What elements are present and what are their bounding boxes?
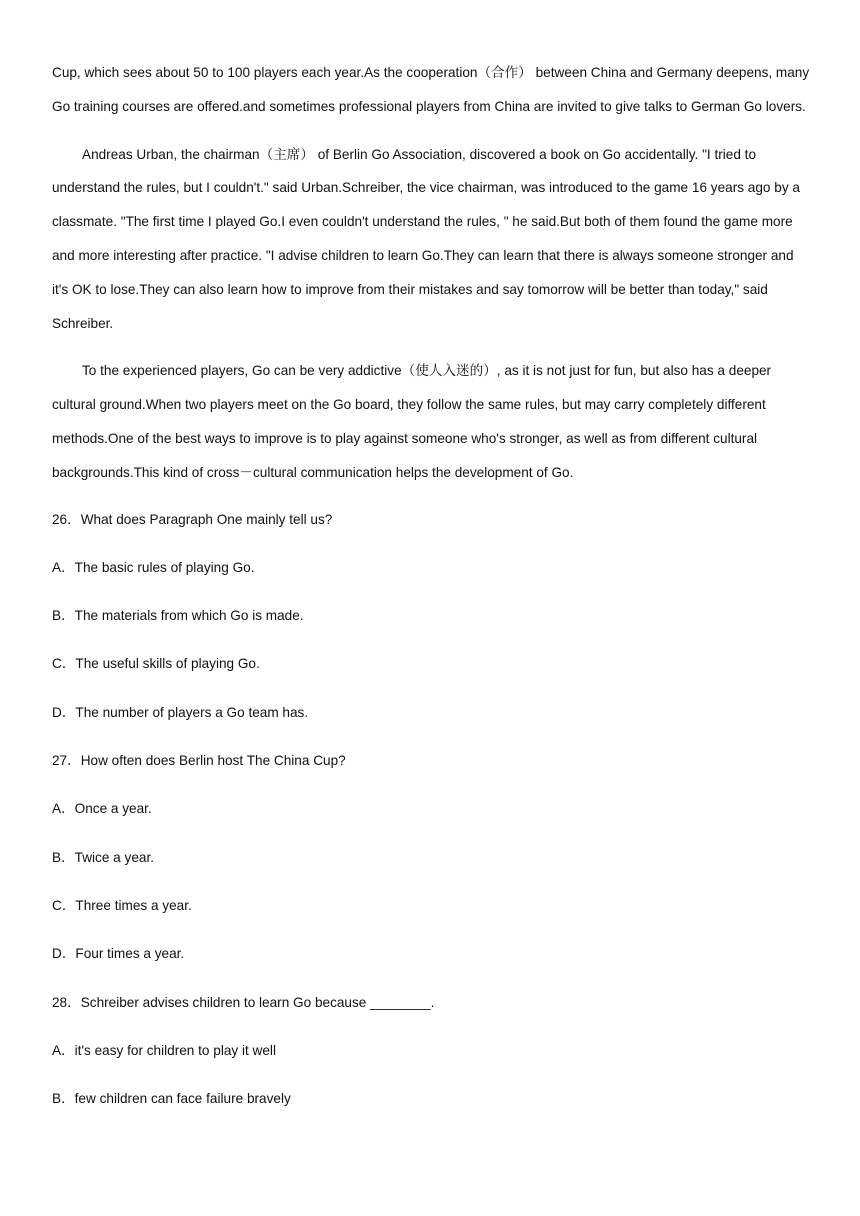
- passage-paragraph-urban: Andreas Urban, the chairman（主席） of Berlin Go Association, discovered a book on Go accidentally. "I tried to understand the rules, but I couldn't." said Urban.Schreiber, the vice chairman, was introduced to the game 16 years ago by a classmate. "The first time I played Go.I even couldn't understand the rules, " he said.But both of them found the game more and more interesting after practice. "I advise children to learn Go.They can learn that there is always someone stronger and it's OK to lose.They can also learn how to improve from their mistakes and say tomorrow will be better than today," said Schreiber.: [52, 146, 800, 331]
- question-27-option-a: A．Once a year.: [52, 801, 152, 817]
- question-26-option-a: A．The basic rules of playing Go.: [52, 559, 255, 575]
- document-page: [52, 56, 812, 1137]
- passage-paragraph-experienced: To the experienced players, Go can be very addictive（使人入迷的）, as it is not just for fun, but also has a deeper cultural ground.When two players meet on the Go board, they follow the same rules, but may carry completely different methods.One of the best ways to improve is to play against someone who's stronger, as well as from different cultural backgrounds.This kind of cross－cultural communication helps the development of Go.: [52, 363, 772, 480]
- question-27-option-c: C．Three times a year.: [52, 897, 192, 913]
- question-27-option-b: B．Twice a year.: [52, 849, 154, 865]
- question-26-stem: 26．What does Paragraph One mainly tell us?: [52, 511, 333, 527]
- question-26-option-c: C．The useful skills of playing Go.: [52, 656, 260, 672]
- question-28-stem: 28．Schreiber advises children to learn Go because ________.: [52, 994, 435, 1010]
- question-26-option-d: D．The number of players a Go team has.: [52, 704, 309, 720]
- question-26-option-b: B．The materials from which Go is made.: [52, 608, 304, 624]
- question-28-option-b: B．few children can face failure bravely: [52, 1091, 291, 1107]
- question-27-stem: 27．How often does Berlin host The China Cup?: [52, 753, 346, 769]
- question-28-option-a: A．it's easy for children to play it well: [52, 1042, 276, 1058]
- question-27-option-d: D．Four times a year.: [52, 946, 185, 962]
- passage-paragraph-continued: Cup, which sees about 50 to 100 players each year.As the cooperation（合作） between China and Germany deepens, many Go training courses are offered.and sometimes professional players from China are invited to give talks to German Go lovers.: [52, 65, 810, 114]
- question-list: [52, 510, 812, 1110]
